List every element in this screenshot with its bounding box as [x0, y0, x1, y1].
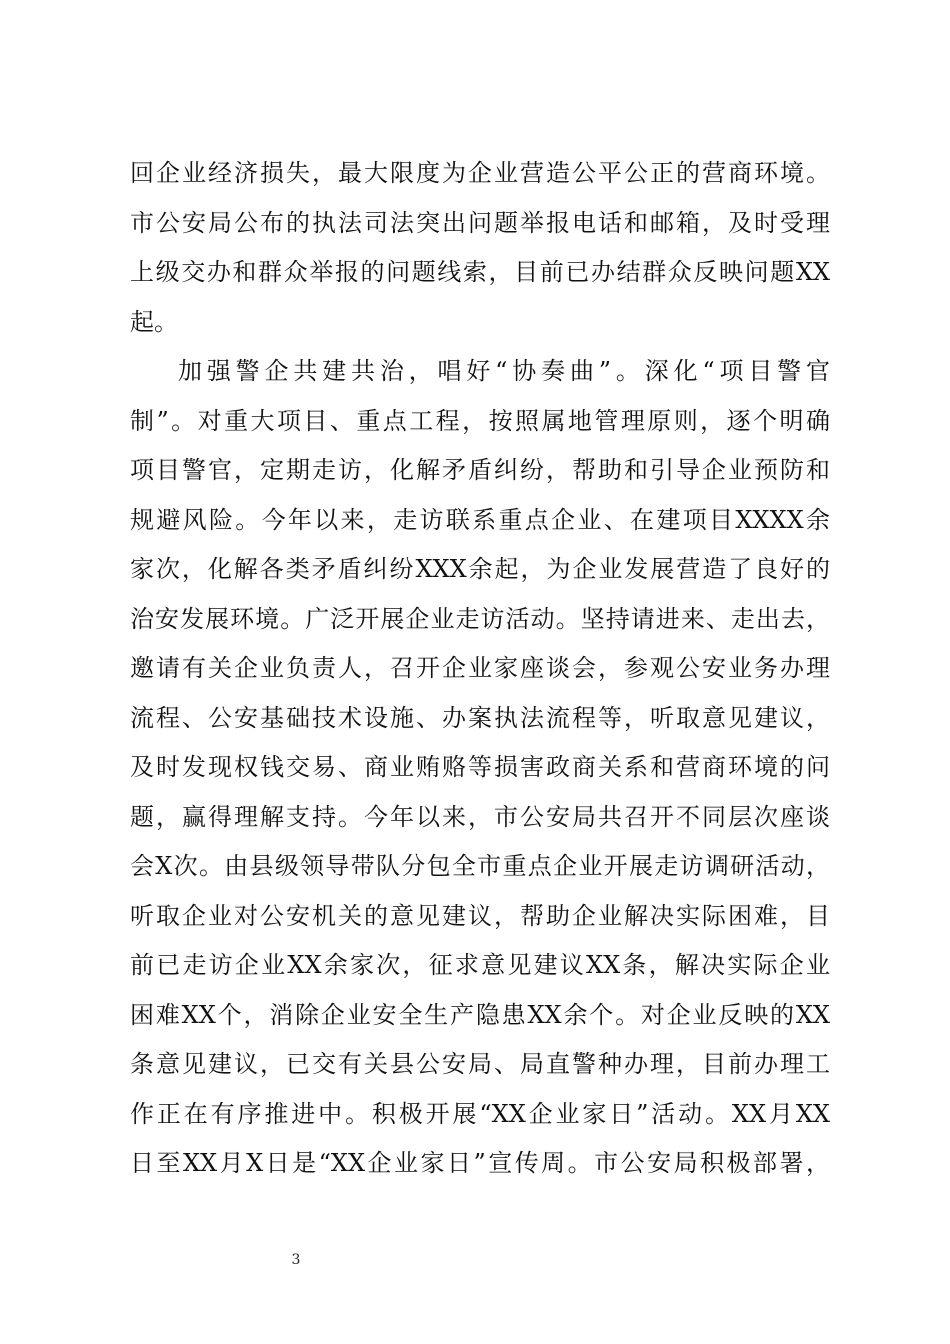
paragraph-line: 条意见建议，已交有关县公安局、局直警种办理，目前办理工	[130, 1050, 830, 1078]
paragraph-line: 市公安局公布的执法司法突出问题举报电话和邮箱，及时受理	[130, 208, 830, 237]
paragraph-line: 听取企业对公安机关的意见建议，帮助企业解决实际困难，目	[130, 901, 830, 930]
paragraph-line: 治安发展环境。广泛开展企业走访活动。坚持请进来、走出去，	[130, 604, 830, 633]
paragraph-line: 会X次。由县级领导带队分包全市重点企业开展走访调研活动，	[130, 852, 830, 880]
paragraph-1	[130, 149, 830, 347]
page-number: 3	[291, 1252, 301, 1268]
paragraph-line: 起。	[130, 307, 178, 336]
paragraph-line: 题，赢得理解支持。今年以来，市公安局共召开不同层次座谈	[130, 802, 830, 831]
paragraph-line: 回企业经济损失，最大限度为企业营造公平公正的营商环境。	[130, 159, 830, 187]
paragraph-line: 及时发现权钱交易、商业贿赂等损害政商关系和营商环境的问	[130, 753, 830, 781]
paragraph-line: 困难XX个，消除企业安全生产隐患XX余个。对企业反映的XX	[130, 1000, 830, 1029]
paragraph-line: 上级交办和群众举报的问题线索，目前已办结群众反映问题XX	[130, 258, 830, 286]
paragraph-line: 规避风险。今年以来，走访联系重点企业、在建项目XXXX余	[130, 505, 830, 534]
paragraph-line: 前已走访企业XX余家次，征求意见建议XX条，解决实际企业	[130, 951, 830, 979]
body-text	[130, 149, 830, 1189]
paragraph-line: 邀请有关企业负责人，召开企业家座谈会，参观公安业务办理	[130, 654, 830, 682]
paragraph-line: 流程、公安基础技术设施、办案执法流程等，听取意见建议，	[130, 703, 830, 732]
paragraph-line: 项目警官，定期走访，化解矛盾纠纷，帮助和引导企业预防和	[130, 456, 830, 484]
paragraph-line: 日至XX月X日是“XX企业家日”宣传周。市公安局积极部署，	[130, 1149, 830, 1177]
paragraph-line: 作正在有序推进中。积极开展“XX企业家日”活动。XX月XX	[130, 1099, 830, 1128]
paragraph-line: 制”。对重大项目、重点工程，按照属地管理原则，逐个明确	[130, 406, 830, 435]
paragraph-2	[130, 347, 830, 1189]
paragraph-line: 加强警企共建共治，唱好“协奏曲”。深化“项目警官	[178, 357, 830, 385]
paragraph-line: 家次，化解各类矛盾纠纷XXX余起，为企业发展营造了良好的	[130, 555, 830, 583]
